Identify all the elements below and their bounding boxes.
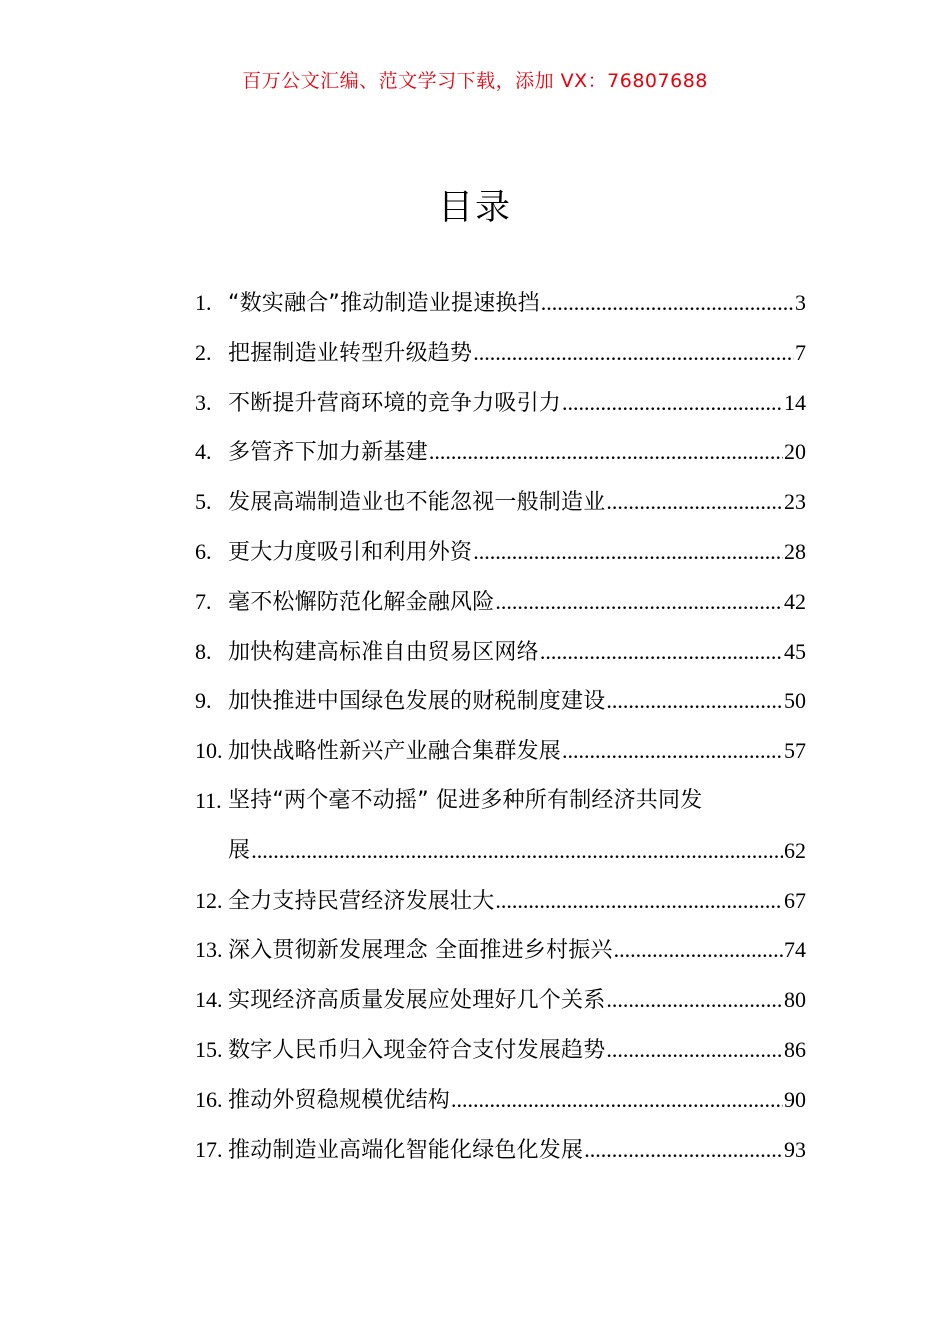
toc-item-title: 把握制造业转型升级趋势: [228, 340, 473, 366]
toc-item-number: 3.: [195, 389, 212, 415]
toc-item-10[interactable]: [195, 726, 806, 776]
toc-item-title: 加快构建高标准自由贸易区网络: [228, 639, 539, 665]
toc-leader-dots: [606, 477, 783, 527]
toc-item-14[interactable]: [195, 975, 806, 1025]
toc-item-page: 57: [784, 738, 806, 764]
toc-item-16[interactable]: [195, 1075, 806, 1125]
toc-leader-dots: [495, 577, 783, 627]
toc-leader-dots: [451, 1075, 783, 1125]
toc-item-number: 15.: [195, 1036, 223, 1062]
toc-item-title: 发展高端制造业也不能忽视一般制造业: [228, 490, 606, 516]
toc-item-number: 1.: [195, 290, 212, 315]
toc-item-number: 14.: [195, 987, 223, 1013]
toc-item-number: 16.: [195, 1086, 223, 1112]
toc-item-17[interactable]: [195, 1125, 806, 1175]
toc-item-8[interactable]: [195, 627, 806, 677]
toc-item-page: 14: [784, 389, 806, 415]
toc-item-number: 17.: [195, 1136, 223, 1162]
toc-leader-dots: [541, 278, 794, 328]
toc-leader-dots: [251, 826, 783, 876]
toc-item-5[interactable]: [195, 477, 806, 527]
toc-item-3[interactable]: [195, 378, 806, 428]
toc-item-page: 23: [784, 489, 806, 515]
toc-leader-dots: [473, 328, 794, 378]
toc-leader-dots: [606, 1025, 783, 1075]
toc-item-title: 毫不松懈防范化解金融风险: [228, 589, 495, 615]
toc-item-line: [195, 776, 806, 826]
toc-item-title: 推动外贸稳规模优结构: [228, 1087, 451, 1113]
toc-item-page: 50: [784, 688, 806, 714]
toc-item-title: 实现经济高质量发展应处理好几个关系: [228, 988, 606, 1014]
toc-leader-dots: [584, 1125, 783, 1175]
toc-item-page: 7: [795, 339, 806, 365]
toc-item-number: 10.: [195, 738, 223, 764]
toc-item-number: 6.: [195, 538, 212, 564]
toc-item-11[interactable]: [195, 776, 806, 876]
toc-item-2[interactable]: [195, 328, 806, 378]
toc-item-page: 86: [784, 1036, 806, 1062]
toc-item-number: 5.: [195, 489, 212, 515]
toc-item-7[interactable]: [195, 577, 806, 627]
toc-item-page: 90: [784, 1086, 806, 1112]
toc-item-page: 3: [795, 290, 806, 315]
toc-leader-dots: [614, 925, 783, 975]
toc-item-page: 28: [784, 538, 806, 564]
toc-item-number: 8.: [195, 638, 212, 664]
toc-item-title: 坚持“两个毫不动摇” 促进多种所有制经济共同发: [228, 787, 703, 813]
toc-item-title: 推动制造业高端化智能化绿色化发展: [228, 1137, 584, 1163]
toc-leader-dots: [495, 876, 783, 926]
toc-item-page: 67: [784, 887, 806, 913]
toc-leader-dots: [473, 527, 783, 577]
header-watermark: 百万公文汇编、范文学习下载，添加 VX：76807688: [242, 70, 708, 92]
toc-leader-dots: [562, 726, 783, 776]
page-title: 目录: [437, 188, 512, 228]
toc-leader-dots: [540, 627, 783, 677]
toc-item-15[interactable]: [195, 1025, 806, 1075]
toc-item-page: 42: [784, 588, 806, 614]
toc-item-page: 80: [784, 987, 806, 1013]
toc-item-number: 2.: [195, 339, 212, 365]
toc-item-title: 加快战略性新兴产业融合集群发展: [228, 739, 562, 765]
toc-item-number: 12.: [195, 887, 223, 913]
toc-item-6[interactable]: [195, 527, 806, 577]
toc-leader-dots: [562, 378, 783, 428]
toc-item-number: 11.: [195, 787, 222, 813]
toc-item-page: 62: [784, 837, 806, 863]
toc-item-title: “数实融合”推动制造业提速换挡: [228, 291, 540, 316]
toc-item-page: 45: [784, 638, 806, 664]
toc-item-4[interactable]: [195, 427, 806, 477]
table-of-contents: [195, 278, 806, 1174]
toc-item-number: 7.: [195, 588, 212, 614]
toc-item-page: 74: [784, 937, 806, 963]
toc-item-page: 20: [784, 439, 806, 465]
toc-leader-dots: [606, 975, 783, 1025]
toc-item-number: 4.: [195, 439, 212, 465]
toc-leader-dots: [429, 427, 783, 477]
toc-item-title: 更大力度吸引和利用外资: [228, 539, 473, 565]
toc-item-title: 全力支持民营经济发展壮大: [228, 888, 495, 914]
toc-item-title: 不断提升营商环境的竞争力吸引力: [228, 390, 562, 416]
toc-item-number: 13.: [195, 937, 223, 963]
toc-item-title: 深入贯彻新发展理念 全面推进乡村振兴: [228, 938, 613, 964]
toc-item-title: 加快推进中国绿色发展的财税制度建设: [228, 689, 606, 715]
toc-leader-dots: [606, 676, 783, 726]
toc-item-9[interactable]: [195, 676, 806, 726]
toc-item-number: 9.: [195, 688, 212, 714]
toc-item-12[interactable]: [195, 876, 806, 926]
toc-item-page: 93: [784, 1136, 806, 1162]
toc-item-title: 数字人民币归入现金符合支付发展趋势: [228, 1037, 606, 1063]
toc-item-title: 多管齐下加力新基建: [228, 440, 428, 466]
toc-item-line: [195, 826, 806, 876]
toc-item-13[interactable]: [195, 925, 806, 975]
toc-item-1[interactable]: [195, 278, 806, 328]
toc-item-title-continued: 展: [228, 837, 251, 863]
